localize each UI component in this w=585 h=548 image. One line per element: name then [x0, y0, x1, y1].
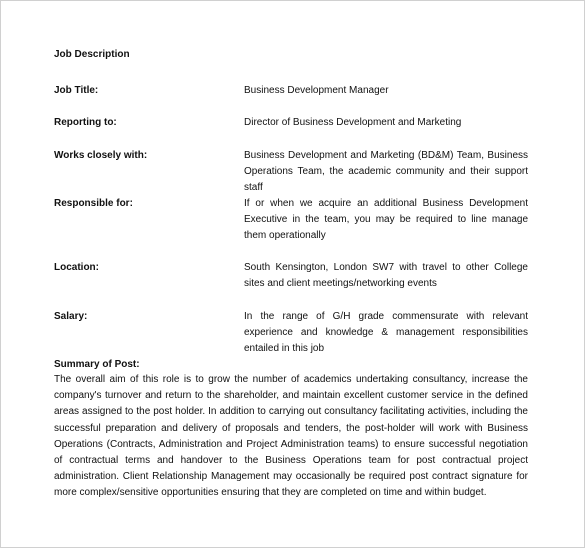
- field-value: If or when we acquire an additional Business Development Executive in the team, you may be required to line manage them operationally: [244, 198, 528, 241]
- field-label: Reporting to:: [54, 117, 117, 128]
- field-value: In the range of G/H grade commensurate with relevant experience and knowledge & management responsibilities entailed in this job: [244, 311, 528, 354]
- summary-body: The overall aim of this role is to grow the number of academics undertaking consultancy, increase the company's turnover and return to the shareholder, and maintain excellent customer service in the defined areas assigned to the post holder. In addition to carrying out consultancy facilitating activities, including the successful preparation and delivery of proposals and tenders, the post-holder will work with Business Operations (Contracts, Administration and Project Administration teams) to ensure successful negotiation of contractual terms and handover to the Business Operations team for post contractual project administration. Client Relationship Management may occasionally be required post contract signature for more complex/sensitive opportunities ensuring that they are completed on time and within budget.: [54, 374, 528, 499]
- field-label: Responsible for:: [54, 198, 133, 209]
- field-value: Director of Business Development and Marketing: [244, 117, 462, 128]
- summary-title: Summary of Post:: [54, 359, 140, 370]
- field-label: Job Title:: [54, 85, 99, 96]
- field-value: South Kensington, London SW7 with travel to other College sites and client meetings/networking events: [244, 262, 528, 289]
- field-label: Salary:: [54, 311, 88, 322]
- document-heading: Job Description: [54, 49, 130, 60]
- field-value: Business Development Manager: [244, 85, 389, 96]
- field-label: Location:: [54, 262, 99, 273]
- field-value: Business Development and Marketing (BD&M) Team, Business Operations Team, the academic community and their support staff: [244, 150, 528, 193]
- field-label: Works closely with:: [54, 150, 148, 161]
